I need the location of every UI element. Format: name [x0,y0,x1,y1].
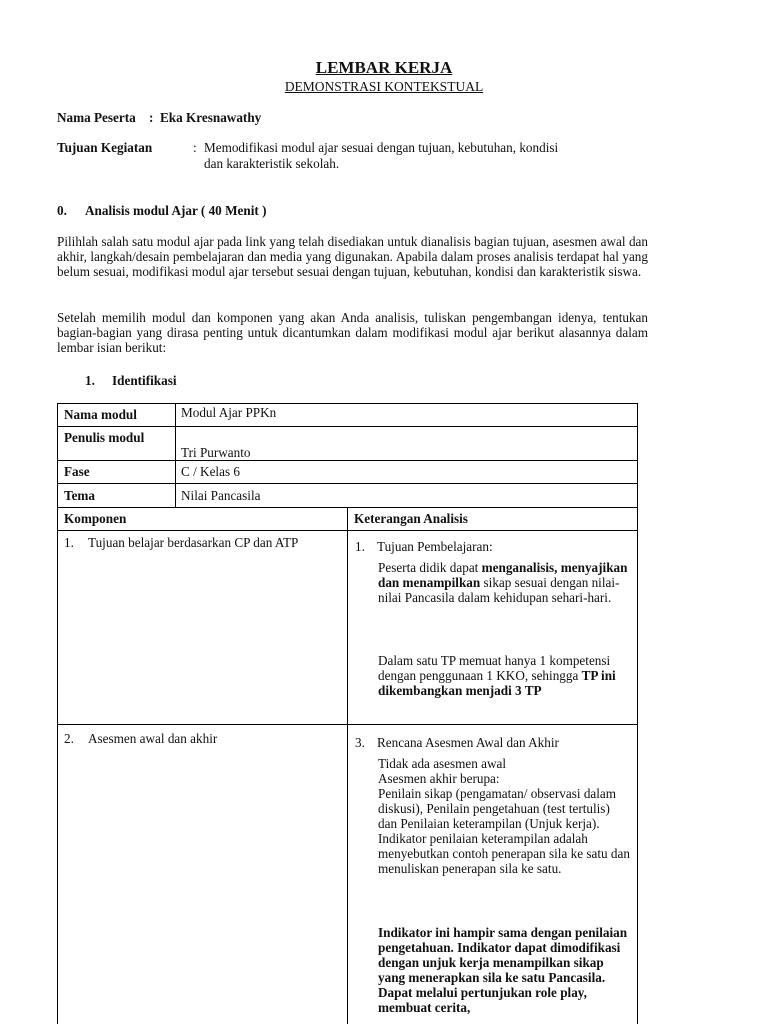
document-subtitle: DEMONSTRASI KONTEKSTUAL [284,79,484,94]
analysis-1-title: Tujuan Pembelajaran: [377,539,493,554]
info-value-author: Tri Purwanto [181,445,251,460]
table-rule [57,460,638,461]
section0-paragraph-2: Setelah memilih modul dan komponen yang akan Anda analisis, tuliskan pengembangan idenya, tentukan bagian-bagian yang dirasa penting untuk dicantumkan dalam modifikasi modul ajar berikut alasannya dalam lembar isian berikut: [57,310,648,355]
analysis-1-p2-bold: TP ini dikembangkan menjadi 3 TP [378,668,616,698]
table-rule [57,483,638,484]
analysis-2-bold-text: Indikator ini hampir sama dengan penilaian pengetahuan. Indikator dapat dimodifikasi dengan unjuk kerja menampilkan sikap yang menerapkan sila ke satu Pancasila. Dapat melalui pertunjukan role play, membuat cerita, [378,925,628,1015]
participant-name: Eka Kresnawathy [160,110,262,125]
table-rule [57,426,638,427]
objective-colon: : [193,140,197,155]
info-label-module-name: Nama modul [64,407,137,422]
analysis-1-p1-part-a: Peserta didik dapat [378,560,482,575]
section1-number: 1. [85,373,95,388]
objective-line1: Memodifikasi modul ajar sesuai dengan tujuan, kebutuhan, kondisi [204,140,559,155]
analysis-2-number: 3. [355,735,365,750]
section0-number: 0. [57,203,67,218]
table-rule [637,403,638,1024]
analysis-1-p2-part-a: Dalam satu TP memuat hanya 1 kompetensi dengan penggunaan 1 KKO, sehingga [378,653,611,683]
column-header-component: Komponen [64,511,127,526]
info-label-author: Penulis modul [64,430,145,445]
analysis-1-p1-bold: menganalisis, menyajikan dan menampilkan [378,560,628,590]
analysis-1-paragraph-2 [378,653,630,698]
participant-colon: : [149,110,154,125]
document-title: LEMBAR KERJA [315,58,453,77]
component-2-number: 2. [64,731,74,746]
component-1-number: 1. [64,535,74,550]
component-2-text: Asesmen awal dan akhir [88,731,218,746]
info-value-phase: C / Kelas 6 [181,464,240,479]
analysis-1-p1-part-c: sikap sesuai dengan nilai-nilai Pancasila dalam kehidupan sehari-hari. [378,575,620,605]
section0-paragraph-1: Pilihlah salah satu modul ajar pada link yang telah disediakan untuk dianalisis bagian tujuan, asesmen awal dan akhir, langkah/desain pembelajaran dan media yang digunakan. Apabila dalam proses analisis terdapat hal yang belum sesuai, modifikasi modul ajar tersebut sesuai dengan tujuan, kebutuhan, kondisi dan karakteristik siswa. [57,234,648,279]
table-rule [57,403,58,1024]
analysis-2-title: Rencana Asesmen Awal dan Akhir [377,735,559,750]
objective-label: Tujuan Kegiatan [57,140,153,155]
component-1-text: Tujuan belajar berdasarkan CP dan ATP [88,535,299,550]
participant-label: Nama Peserta [57,110,136,125]
table-rule [347,507,348,1024]
section1-heading: Identifikasi [112,373,177,388]
table-rule [175,403,176,507]
info-value-theme: Nilai Pancasila [181,488,261,503]
analysis-2-text: Tidak ada asesmen awal Asesmen akhir berupa: Penilain sikap (pengamatan/ observasi dalam diskusi), Penilain pengetahuan (test tertulis) dan Penilaian keterampilan (Unjuk kerja). Indikator penilaian keterampilan adalah menyebutkan contoh penerapan sila ke satu dan menuliskan penerapan sila ke satu. [378,756,630,876]
info-label-phase: Fase [64,464,90,479]
info-value-module-name: Modul Ajar PPKn [181,405,277,420]
table-rule [57,403,638,404]
analysis-1-paragraph-1 [378,560,630,605]
column-header-analysis: Keterangan Analisis [354,511,468,526]
section0-heading: Analisis modul Ajar ( 40 Menit ) [85,203,267,218]
analysis-1-number: 1. [355,539,365,554]
objective-line2: dan karakteristik sekolah. [204,156,340,171]
info-label-theme: Tema [64,488,96,503]
